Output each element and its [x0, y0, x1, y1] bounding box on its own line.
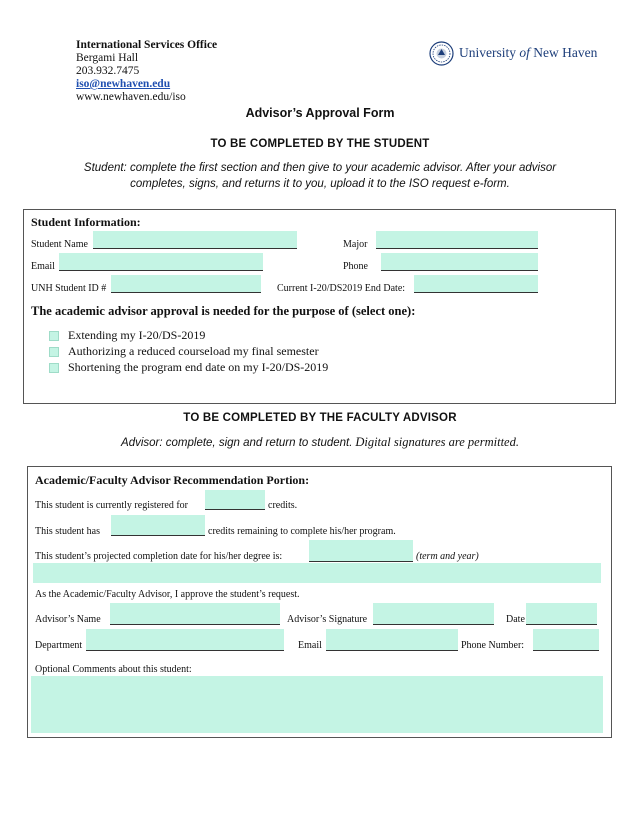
- student-id-label: UNH Student ID #: [31, 283, 107, 294]
- student-instructions: Student: complete the first section and then give to your academic advisor. After your advisor completes, signs, and returns it to you, upload it to the ISO request e-form.: [83, 162, 557, 190]
- approve-statement: As the Academic/Faculty Advisor, I approve the student’s request.: [35, 589, 300, 600]
- student-id-input[interactable]: [111, 275, 261, 293]
- comments-label: Optional Comments about this student:: [35, 664, 192, 675]
- office-phone: 203.932.7475: [76, 65, 140, 77]
- student-phone-label: Phone: [343, 261, 368, 272]
- office-contact: [76, 39, 217, 104]
- remaining-credits-text: This student has: [35, 526, 100, 537]
- completion-extra-input[interactable]: [33, 563, 601, 583]
- student-info-title: Student Information:: [31, 215, 141, 229]
- student-name-input[interactable]: [93, 231, 297, 249]
- advisor-name-label: Advisor’s Name: [35, 614, 101, 625]
- advisor-box-title: Academic/Faculty Advisor Recommendation Portion:: [35, 473, 310, 487]
- student-email-label: Email: [31, 261, 55, 272]
- office-name: International Services Office: [76, 39, 218, 51]
- date-input[interactable]: [526, 603, 597, 625]
- advisor-signature-input[interactable]: [373, 603, 494, 625]
- remaining-credits-suffix: credits remaining to complete his/her program.: [208, 526, 396, 537]
- registered-credits-text: This student is currently registered for: [35, 500, 189, 511]
- date-label: Date: [506, 614, 525, 625]
- advisor-instructions: Advisor: complete, sign and return to student. Digital signatures are permitted.: [121, 435, 519, 449]
- comments-textarea[interactable]: [31, 676, 603, 733]
- university-logo-text: University of New Haven: [459, 45, 598, 60]
- office-building: Bergami Hall: [76, 52, 139, 64]
- advisor-email-input[interactable]: [326, 629, 458, 651]
- option-shorten-label: Shortening the program end date on my I-20/DS-2019: [68, 360, 329, 374]
- advisor-email-label: Email: [298, 640, 322, 651]
- department-input[interactable]: [86, 629, 284, 651]
- completion-date-input[interactable]: [309, 540, 413, 562]
- completion-date-note: (term and year): [416, 551, 479, 562]
- student-email-input[interactable]: [59, 253, 263, 271]
- option-reduced-courseload-checkbox[interactable]: [49, 347, 59, 357]
- advisor-phone-input[interactable]: [533, 629, 599, 651]
- completion-date-text: This student’s projected completion date for his/her degree is:: [35, 551, 283, 562]
- end-date-input[interactable]: [414, 275, 538, 293]
- advisor-signature-label: Advisor’s Signature: [287, 614, 368, 625]
- option-extend-checkbox[interactable]: [49, 331, 59, 341]
- purpose-heading: The academic advisor approval is needed for the purpose of (select one):: [31, 304, 416, 318]
- option-reduced-courseload-label: Authorizing a reduced courseload my final semester: [68, 344, 319, 358]
- option-extend-label: Extending my I-20/DS-2019: [68, 328, 206, 342]
- university-seal-icon: [429, 41, 454, 66]
- registered-credits-input[interactable]: [205, 490, 265, 510]
- student-name-label: Student Name: [31, 239, 88, 250]
- student-section-heading: TO BE COMPLETED BY THE STUDENT: [210, 138, 430, 150]
- advisor-name-input[interactable]: [110, 603, 280, 625]
- remaining-credits-input[interactable]: [111, 515, 205, 536]
- page-title: Advisor’s Approval Form: [245, 106, 395, 120]
- student-phone-input[interactable]: [381, 253, 538, 271]
- advisor-phone-label: Phone Number:: [461, 640, 525, 651]
- office-website: www.newhaven.edu/iso: [76, 91, 186, 103]
- end-date-label: Current I-20/DS2019 End Date:: [277, 283, 406, 294]
- registered-credits-suffix: credits.: [268, 500, 298, 511]
- option-shorten-checkbox[interactable]: [49, 363, 59, 373]
- advisor-section-heading: TO BE COMPLETED BY THE FACULTY ADVISOR: [183, 412, 457, 424]
- major-label: Major: [343, 239, 368, 250]
- office-email-link[interactable]: iso@newhaven.edu: [76, 78, 171, 90]
- department-label: Department: [35, 640, 83, 651]
- major-input[interactable]: [376, 231, 538, 249]
